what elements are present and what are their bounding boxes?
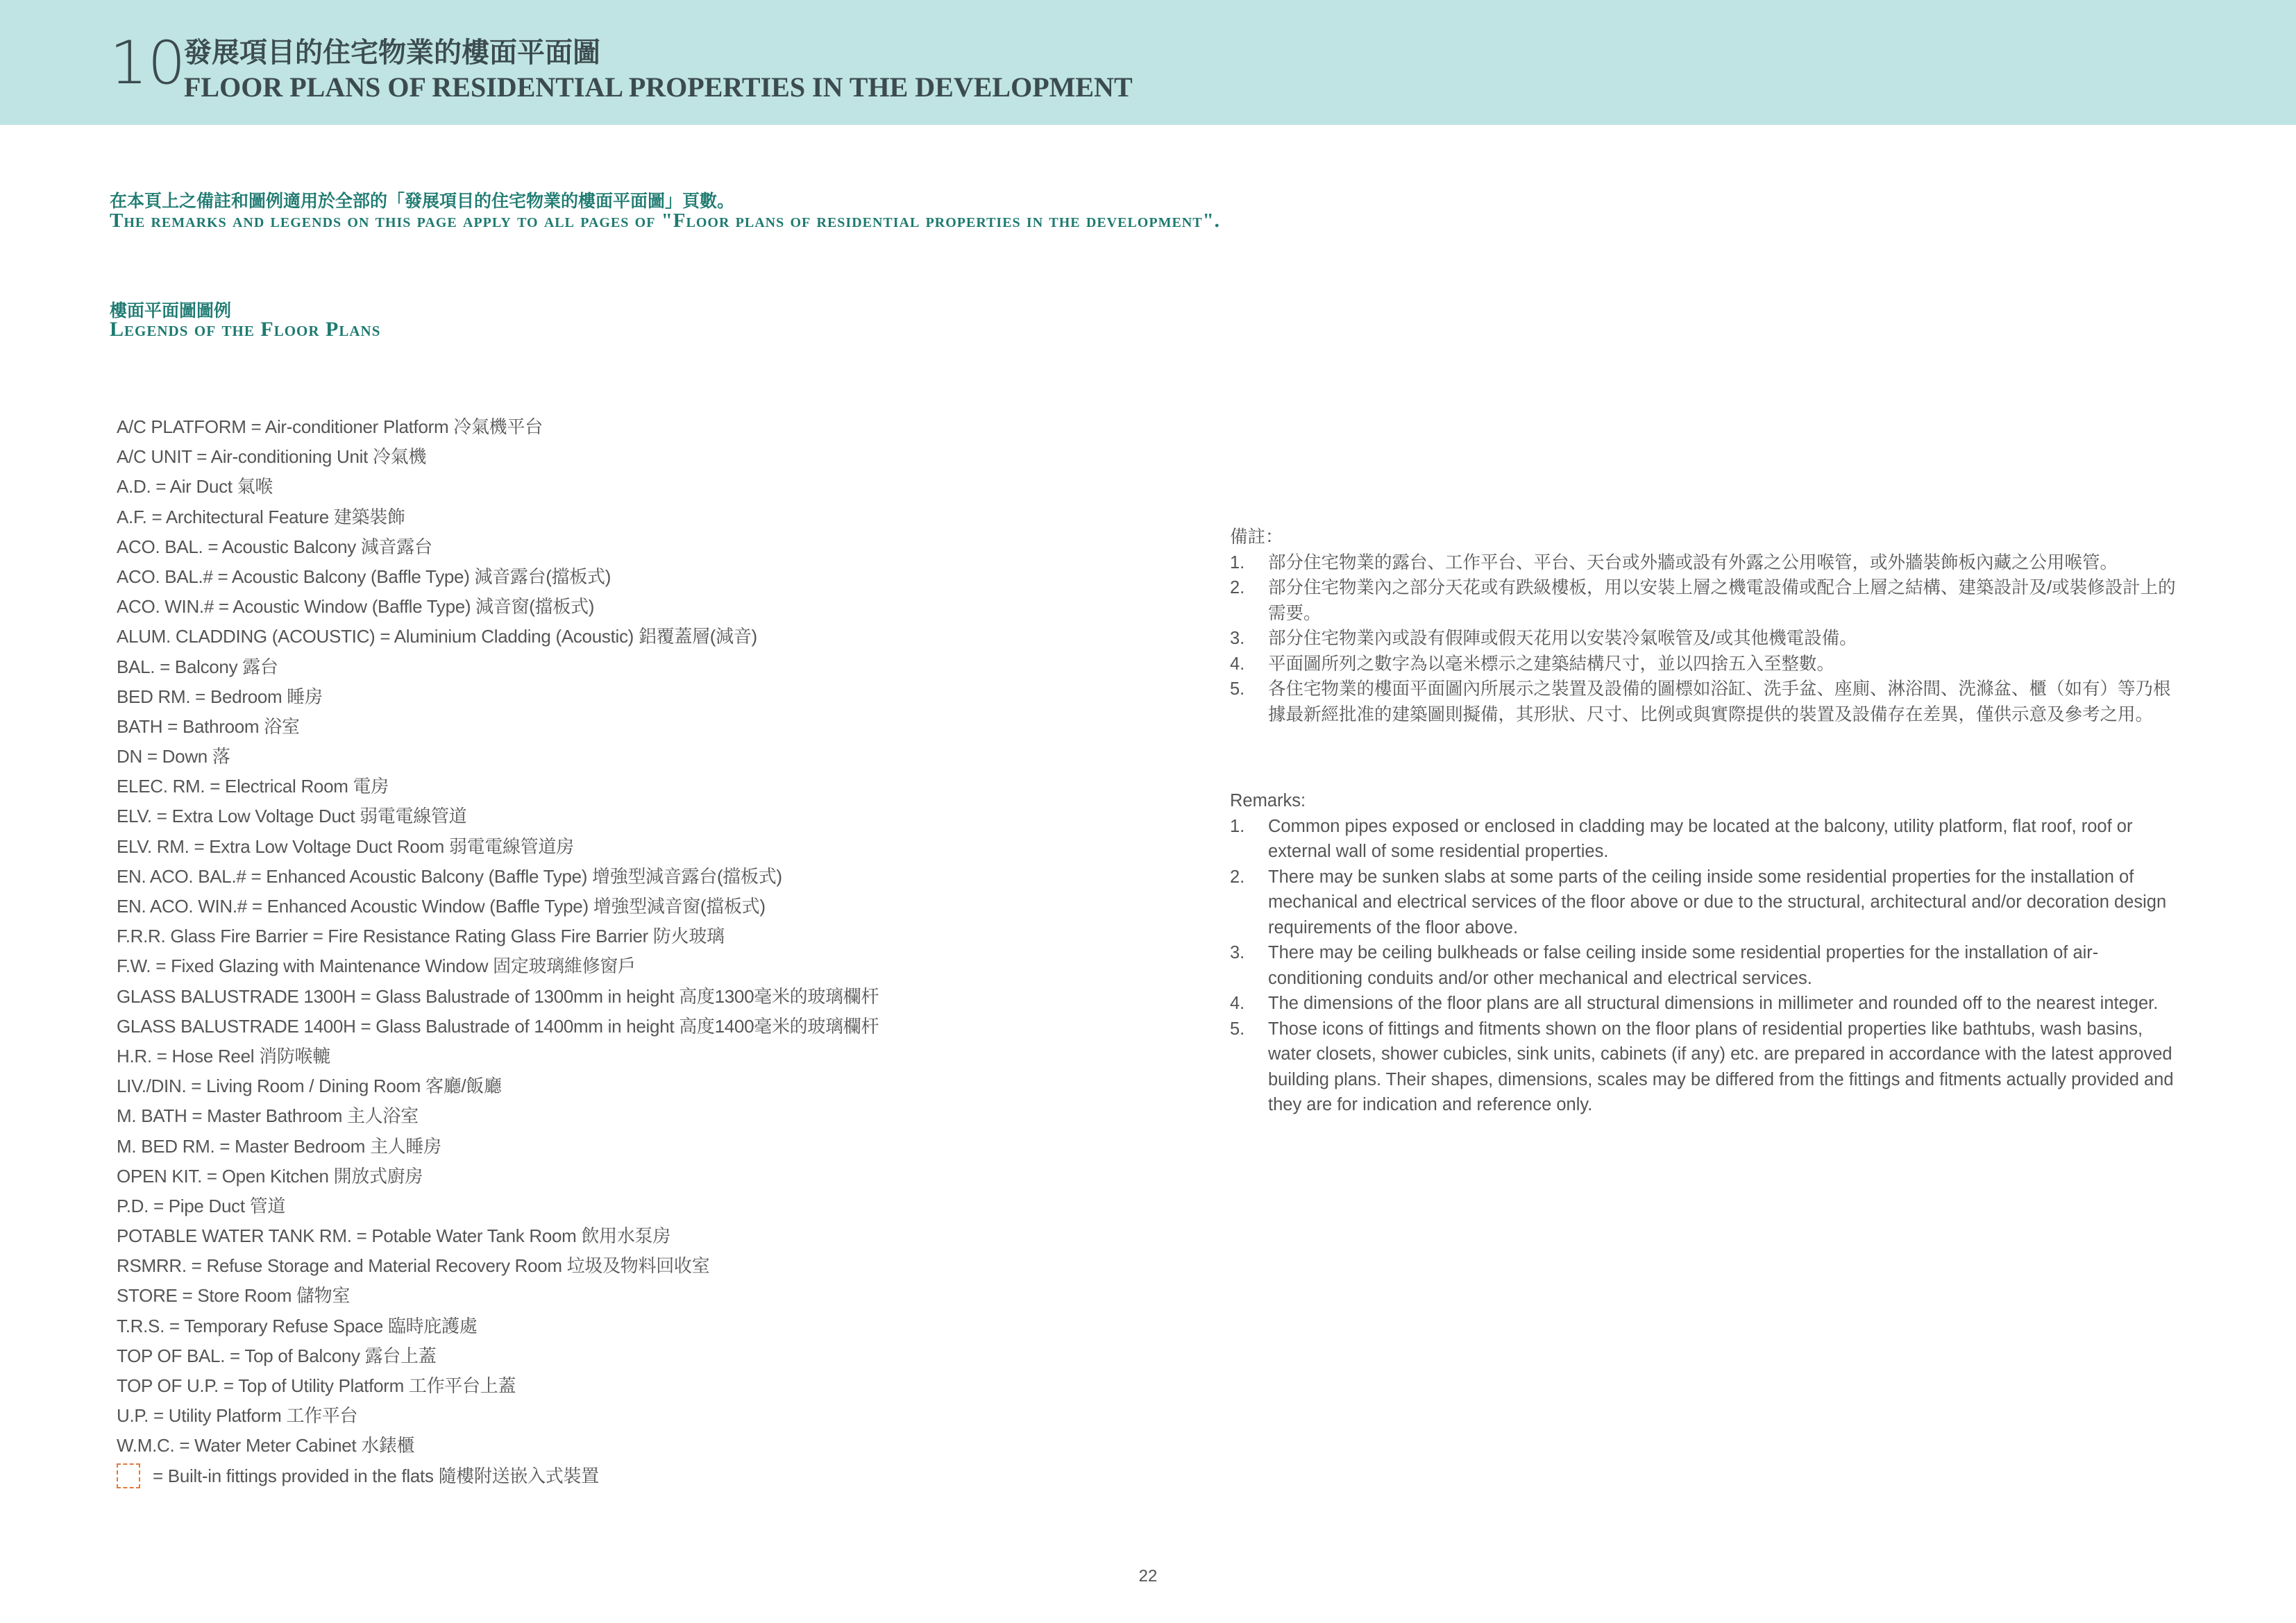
legend-item: A/C UNIT = Air-conditioning Unit 冷氣機 (117, 446, 427, 468)
legend-heading-zh: 樓面平面圖圖例 (110, 300, 232, 321)
remark-item (1230, 814, 2188, 865)
legend-item: LIV./DIN. = Living Room / Dining Room 客廳/飯廳 (117, 1076, 502, 1097)
legend-item: U.P. = Utility Platform 工作平台 (117, 1405, 358, 1427)
remark-number: 3. (1230, 943, 1245, 962)
section-header-band (0, 0, 2296, 125)
legend-item: ACO. WIN.# = Acoustic Window (Baffle Type) 減音窗(擋板式) (117, 596, 595, 618)
legend-list (117, 412, 1088, 1491)
legend-item: A.F. = Architectural Feature 建築裝飾 (117, 506, 405, 527)
legend-item: TOP OF U.P. = Top of Utility Platform 工作平台上蓋 (117, 1375, 516, 1396)
section-number: 10 (110, 28, 186, 98)
remark-text: Those icons of fittings and fitments shown on the floor plans of residential properties like bathtubs, wash basins, water closets, shower cubicles, sink units, cabinets (if any) etc. are prepared in accordance with the latest approved building plans. Their shapes, dimensions, scales may be differed from the fittings and fitments actually provided and they are for indication and reference only. (1268, 1019, 2174, 1114)
legend-item-label: = Built-in fittings provided in the flats 隨樓附送嵌入式裝置 (153, 1465, 599, 1486)
remark-number: 2. (1230, 867, 1245, 887)
remark-item (1230, 991, 2188, 1017)
remark-item (1230, 575, 2188, 626)
legend-item: A/C PLATFORM = Air-conditioner Platform 冷氣機平台 (117, 416, 543, 437)
legend-item: ELV. = Extra Low Voltage Duct 弱電電線管道 (117, 806, 467, 827)
legend-item: BED RM. = Bedroom 睡房 (117, 686, 323, 707)
remark-item (1230, 1017, 2188, 1118)
legend-item: GLASS BALUSTRADE 1400H = Glass Balustrade of 1400mm in height 高度1400毫米的玻璃欄杆 (117, 1015, 879, 1037)
remark-item (1230, 626, 2188, 652)
legend-item: T.R.S. = Temporary Refuse Space 臨時庇護處 (117, 1315, 478, 1336)
legend-item: POTABLE WATER TANK RM. = Potable Water Tank Room 飲用水泵房 (117, 1225, 670, 1247)
remark-number: 4. (1230, 654, 1245, 674)
remark-number: 1. (1230, 552, 1245, 572)
legend-item: M. BED RM. = Master Bedroom 主人睡房 (117, 1135, 441, 1157)
legend-item: EN. ACO. WIN.# = Enhanced Acoustic Window (Baffle Type) 增強型減音窗(擋板式) (117, 896, 766, 917)
remark-number: 2. (1230, 578, 1245, 597)
legend-item: ELEC. RM. = Electrical Room 電房 (117, 776, 389, 797)
legend-item: BATH = Bathroom 浴室 (117, 715, 300, 737)
remark-number: 4. (1230, 994, 1245, 1013)
legend-item: BAL. = Balcony 露台 (117, 656, 278, 677)
remark-text: Common pipes exposed or enclosed in cladding may be located at the balcony, utility platform, flat roof, roof or external wall of some residential properties. (1268, 816, 2133, 861)
page-title-en: FLOOR PLANS OF RESIDENTIAL PROPERTIES IN THE DEVELOPMENT (184, 71, 1133, 103)
remarks-heading-en: Remarks: (1230, 791, 1306, 810)
remark-item (1230, 550, 2188, 576)
page-title-zh: 發展項目的住宅物業的樓面平面圖 (184, 36, 600, 69)
remarks-list-zh (1230, 550, 2188, 728)
legend-item: W.M.C. = Water Meter Cabinet 水錶櫃 (117, 1435, 415, 1456)
legend-item: ALUM. CLADDING (ACOUSTIC) = Aluminium Cladding (Acoustic) 鋁覆蓋層(減音) (117, 626, 757, 647)
legend-item: P.D. = Pipe Duct 管道 (117, 1195, 286, 1216)
legend-item: A.D. = Air Duct 氣喉 (117, 476, 273, 498)
legend-item: EN. ACO. BAL.# = Enhanced Acoustic Balcony (Baffle Type) 增強型減音露台(擋板式) (117, 865, 782, 887)
legend-item: RSMRR. = Refuse Storage and Material Recovery Room 垃圾及物料回收室 (117, 1255, 710, 1277)
intro-note-zh: 在本頁上之備註和圖例適用於全部的「發展項目的住宅物業的樓面平面圖」頁數。 (110, 191, 735, 211)
legend-item: F.W. = Fixed Glazing with Maintenance Window 固定玻璃維修窗戶 (117, 955, 636, 977)
legend-item: F.R.R. Glass Fire Barrier = Fire Resistance Rating Glass Fire Barrier 防火玻璃 (117, 926, 725, 947)
remarks-list-en (1230, 814, 2188, 1118)
remark-item (1230, 677, 2188, 727)
legend-item: TOP OF BAL. = Top of Balcony 露台上蓋 (117, 1345, 437, 1366)
legend-heading-en: Legends of the Floor Plans (110, 318, 381, 341)
remark-text: 部分住宅物業內或設有假陣或假天花用以安裝冷氣喉管及/或其他機電設備。 (1268, 629, 1857, 648)
legend-item: DN = Down 落 (117, 746, 230, 767)
remark-number: 5. (1230, 1019, 1245, 1039)
remark-text: There may be sunken slabs at some parts of the ceiling inside some residential properties for the installation of mechanical and electrical services of the floor above or due to the structural, architectural and/or decoration design requirements of the floor above. (1268, 867, 2167, 937)
legend-item: GLASS BALUSTRADE 1300H = Glass Balustrade of 1300mm in height 高度1300毫米的玻璃欄杆 (117, 985, 879, 1007)
legend-item: ACO. BAL.# = Acoustic Balcony (Baffle Type) 減音露台(擋板式) (117, 566, 611, 587)
legend-item: H.R. = Hose Reel 消防喉轆 (117, 1045, 330, 1067)
remark-item (1230, 865, 2188, 941)
remark-number: 3. (1230, 629, 1245, 648)
remark-text: There may be ceiling bulkheads or false ceiling inside some residential properties for the installation of air-conditioning conduits and/or other mechanical and electrical services. (1268, 943, 2099, 988)
remark-number: 5. (1230, 679, 1245, 699)
legend-item-built-in-fittings (117, 1461, 1088, 1491)
remark-item (1230, 652, 2188, 677)
legend-item: ELV. RM. = Extra Low Voltage Duct Room 弱電電線管道房 (117, 835, 574, 857)
remarks-zh (1230, 525, 2188, 727)
legend-item: ACO. BAL. = Acoustic Balcony 減音露台 (117, 536, 432, 557)
remarks-en (1230, 788, 2188, 1118)
remark-item (1230, 940, 2188, 991)
dashed-box-icon (117, 1463, 140, 1488)
legend-item: STORE = Store Room 儲物室 (117, 1285, 351, 1307)
remark-text: 部分住宅物業的露台、工作平台、平台、天台或外牆或設有外露之公用喉管，或外牆裝飾板內藏之公用喉管。 (1268, 552, 2118, 572)
page-number: 22 (1138, 1567, 1158, 1586)
remark-text: The dimensions of the floor plans are all structural dimensions in millimeter and rounded off to the nearest integer. (1268, 994, 2159, 1013)
remark-number: 1. (1230, 816, 1245, 836)
remark-text: 部分住宅物業內之部分天花或有跌級樓板，用以安裝上層之機電設備或配合上層之結構、建築設計及/或裝修設計上的需要。 (1268, 578, 2176, 623)
legend-item: M. BATH = Master Bathroom 主人浴室 (117, 1105, 419, 1127)
legend-item: OPEN KIT. = Open Kitchen 開放式廚房 (117, 1165, 423, 1187)
remark-text: 平面圖所列之數字為以毫米標示之建築結構尺寸，並以四捨五入至整數。 (1268, 654, 1835, 674)
remark-text: 各住宅物業的樓面平面圖內所展示之裝置及設備的圖標如浴缸、洗手盆、座廁、淋浴間、洗滌盆、櫃（如有）等乃根據最新經批准的建築圖則擬備，其形狀、尺寸、比例或與實際提供的裝置及設備存在差異，僅供示意及參考之用。 (1268, 679, 2171, 724)
intro-note-en: The remarks and legends on this page apply to all pages of "Floor plans of residential properties in the development". (110, 210, 1220, 232)
remarks-heading-zh: 備註： (1230, 527, 1283, 547)
